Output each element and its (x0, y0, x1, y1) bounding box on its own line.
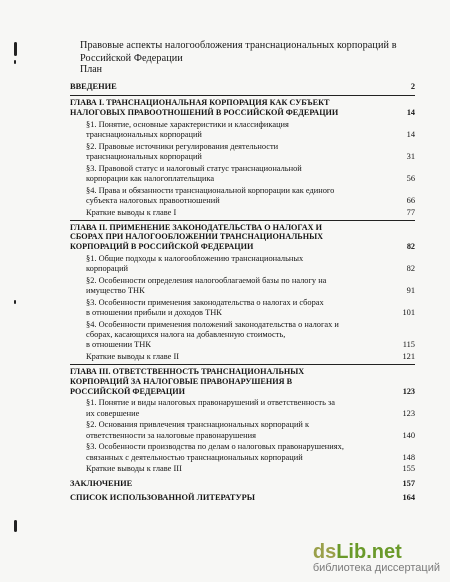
table-of-contents (70, 78, 415, 506)
toc-page-number: 121 (402, 352, 415, 362)
toc-page-number: 123 (402, 386, 415, 396)
toc-page-number: 82 (406, 264, 415, 274)
scan-mark (14, 300, 16, 304)
toc-chapter (70, 98, 415, 118)
toc-entry-title: ЗАКЛЮЧЕНИЕ (70, 479, 400, 489)
toc-page-number: 2 (410, 82, 415, 91)
watermark-logo: dsLib.net (312, 541, 402, 563)
section-divider (70, 364, 415, 365)
toc-page-number: 77 (406, 207, 415, 217)
scan-mark (14, 60, 16, 64)
toc-subentry (70, 442, 415, 462)
toc-subentry (70, 320, 415, 350)
toc-subentry (70, 464, 415, 474)
toc-chapter (70, 367, 415, 397)
toc-subentry (70, 398, 415, 418)
toc-entry-title: Краткие выводы к главе III (86, 464, 400, 474)
toc-entry (70, 479, 415, 489)
toc-entry-title: §2. Основания привлечения транснациональных корпораций к ответственности за налоговые правонарушения (86, 420, 400, 440)
toc-subentry (70, 164, 415, 184)
toc-entry-title: Краткие выводы к главе I (86, 208, 405, 218)
toc-entry-title: §1. Понятие и виды налоговых правонарушений и ответственность за их совершение (86, 398, 400, 418)
toc-entry-title: §3. Особенности применения законодательства о налогах и сборах в отношении прибыли и доходов ТНК (86, 298, 400, 318)
toc-entry-title: §4. Права и обязанности транснациональной корпорации как единого субъекта налоговых правоотношений (86, 186, 405, 206)
toc-page-number: 14 (406, 108, 415, 117)
toc-entry-title: ГЛАВА I. ТРАНСНАЦИОНАЛЬНАЯ КОРПОРАЦИЯ КАК СУБЪЕКТ НАЛОГОВЫХ ПРАВООТНОШЕНИЙ В РОССИЙСКОЙ ФЕДЕРАЦИИ (70, 98, 405, 118)
toc-chapter (70, 223, 415, 253)
toc-page-number: 164 (402, 492, 415, 502)
toc-page-number: 31 (406, 151, 415, 161)
toc-entry-title: §3. Особенности производства по делам о налоговых правонарушениях, связанных с деятельностью транснациональных корпораций (86, 442, 400, 462)
toc-entry-title: §1. Общие подходы к налогообложению транснациональных корпораций (86, 254, 405, 274)
toc-page-number: 140 (402, 430, 415, 440)
toc-subentry (70, 142, 415, 162)
toc-page-number: 56 (406, 173, 415, 183)
toc-subentry (70, 254, 415, 274)
toc-page-number: 91 (406, 286, 415, 296)
toc-entry-title: СПИСОК ИСПОЛЬЗОВАННОЙ ЛИТЕРАТУРЫ (70, 493, 400, 503)
toc-entry (70, 493, 415, 503)
toc-entry-title: §1. Понятие, основные характеристики и классификация транснациональных корпораций (86, 120, 405, 140)
toc-entry-title: §3. Правовой статус и налоговый статус транснациональной корпорации как налогоплательщика (86, 164, 405, 184)
toc-entry-title: ВВЕДЕНИЕ (70, 82, 409, 92)
toc-page-number: 155 (402, 464, 415, 474)
scan-mark (14, 42, 17, 56)
section-divider (70, 95, 415, 96)
toc-subentry (70, 352, 415, 362)
toc-page-number: 14 (406, 129, 415, 139)
toc-page-number: 101 (402, 308, 415, 318)
toc-page-number: 82 (406, 242, 415, 252)
toc-subentry (70, 208, 415, 218)
toc-entry-title: §2. Особенности определения налогооблагаемой базы по налогу на имущество ТНК (86, 276, 405, 296)
toc-subentry (70, 186, 415, 206)
toc-entry-title: §4. Особенности применения положений законодательства о налогах и сборах, касающихся налога на добавленную стоимость, в отношении ТНК (86, 320, 401, 350)
toc-subentry (70, 298, 415, 318)
watermark-subtitle: библиотека диссертаций (312, 562, 440, 574)
toc-page-number: 123 (402, 408, 415, 418)
toc-entry (70, 82, 415, 92)
toc-entry-title: §2. Правовые источники регулирования деятельности транснациональных корпораций (86, 142, 405, 162)
toc-page-number: 115 (402, 340, 415, 350)
document-title: Правовые аспекты налогообложения транснациональных корпораций в Российской Федерации (80, 40, 397, 64)
toc-page-number: 66 (406, 195, 415, 205)
toc-entry-title: ГЛАВА III. ОТВЕТСТВЕННОСТЬ ТРАНСНАЦИОНАЛЬНЫХ КОРПОРАЦИЙ ЗА НАЛОГОВЫЕ ПРАВОНАРУШЕНИЯ В РОССИЙСКОЙ ФЕДЕРАЦИИ (70, 367, 401, 397)
toc-page-number: 148 (402, 452, 415, 462)
toc-subentry (70, 120, 415, 140)
toc-subentry (70, 276, 415, 296)
toc-entry-title: ГЛАВА II. ПРИМЕНЕНИЕ ЗАКОНОДАТЕЛЬСТВА О НАЛОГАХ И СБОРАХ ПРИ НАЛОГООБЛОЖЕНИИ ТРАНСНАЦИОНАЛЬНЫХ КОРПОРАЦИЙ В РОССИЙСКОЙ ФЕДЕРАЦИИ (70, 223, 405, 253)
section-divider (70, 220, 415, 221)
toc-page-number: 157 (402, 478, 415, 488)
scan-mark (14, 520, 17, 532)
toc-subentry (70, 420, 415, 440)
plan-heading: План (80, 64, 103, 75)
toc-entry-title: Краткие выводы к главе II (86, 352, 400, 362)
watermark (313, 542, 440, 574)
